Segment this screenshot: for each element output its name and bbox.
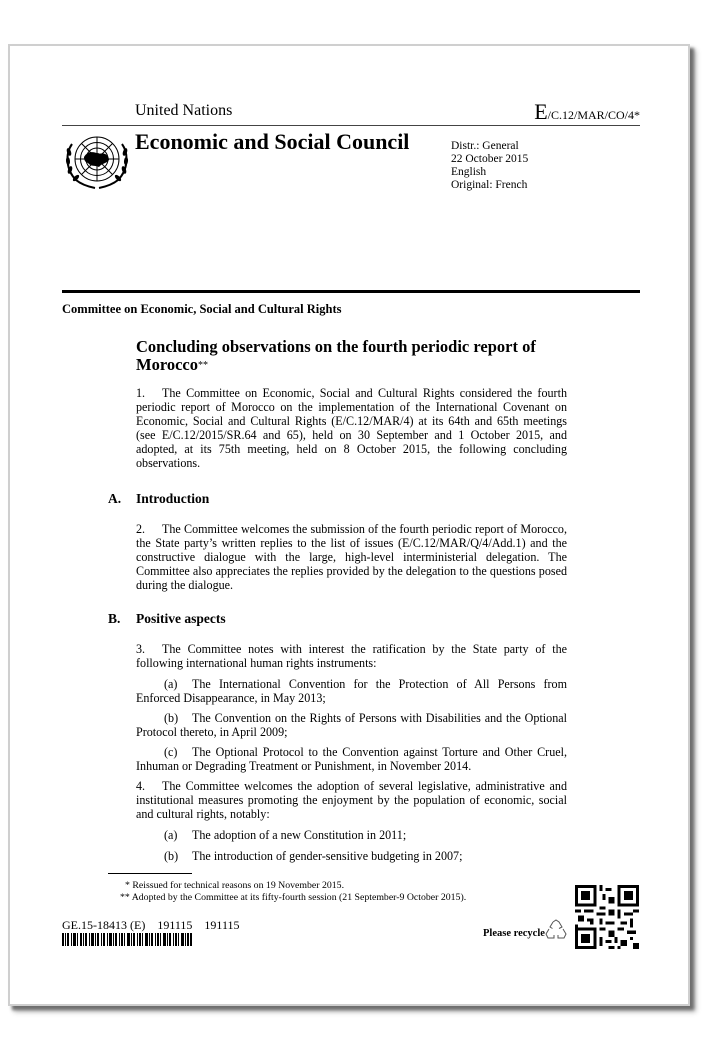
item-label: (b) (164, 711, 179, 725)
paragraph-number: 2. (136, 522, 146, 536)
language-line: English (451, 166, 487, 178)
item-label: (a) (164, 828, 178, 842)
footnote-separator (108, 873, 192, 874)
qr-code-icon (575, 885, 639, 949)
item-text: The introduction of gender-sensitive budgeting in 2007; (192, 849, 463, 863)
section-title: Positive aspects (136, 611, 226, 626)
organization-name: United Nations (135, 102, 233, 119)
job-number: GE.15-18413 (E) 191115 191115 (62, 918, 240, 932)
section-title: Introduction (136, 491, 210, 506)
paragraph-number: 4. (136, 779, 146, 793)
section-letter: A. (108, 491, 122, 506)
paragraph-text: The Committee on Economic, Social and Cultural Rights considered the fourth periodic report of Morocco on the implementation of the International Covenant on Economic, Social and Cultural Rights (E/C.12/MAR/4) at its 64th and 65th meetings (see E/C.12/2015/SR.64 and 65), held on 30 September and 1 October 2015, and adopted, at its 75th meeting, held on 8 October 2015, the following concluding observations. (136, 386, 567, 470)
original-language-line: Original: French (451, 179, 528, 191)
section-letter: B. (108, 611, 121, 626)
item-text: The Optional Protocol to the Convention against Torture and Other Cruel, Inhuman or Degrading Treatment or Punishment, in November 2014. (136, 745, 567, 773)
item-label: (c) (164, 745, 178, 759)
symbol-rest: /C.12/MAR/CO/4* (547, 108, 640, 122)
footnote-1: * Reissued for technical reasons on 19 November 2015. (125, 880, 345, 891)
paragraph-text: The Committee welcomes the submission of the fourth periodic report of Morocco, the State party’s written replies to the list of issues (E/C.12/MAR/Q/4/Add.1) and the constructive dialogue with the large, high-level interministerial delegation. The Committee also appreciates the replies provided by the delegation to the questions posed during the dialogue. (136, 522, 567, 592)
title-line-1: Concluding observations on the fourth periodic report of (136, 337, 536, 356)
item-label: (b) (164, 849, 179, 863)
document-symbol (534, 99, 640, 125)
paragraph-4b (136, 849, 567, 863)
paragraph-1 (136, 386, 567, 470)
item-text: The International Convention for the Protection of All Persons from Enforced Disappearance, in May 2013; (136, 677, 567, 705)
header-rule (62, 125, 640, 126)
footnote-2: ** Adopted by the Committee at its fifty-fourth session (21 September-9 October 2015). (120, 892, 467, 903)
distribution-info (451, 140, 528, 192)
distr-line: Distr.: General (451, 140, 519, 152)
un-emblem-icon (62, 130, 132, 192)
paragraph-3c (136, 745, 567, 773)
paragraph-number: 3. (136, 642, 146, 656)
symbol-prefix: E (534, 99, 548, 124)
paragraph-text: The Committee notes with interest the ratification by the State party of the following international human rights instruments: (136, 642, 567, 670)
section-rule (62, 290, 640, 293)
item-text: The adoption of a new Constitution in 2011; (192, 828, 407, 842)
document-title (136, 338, 576, 375)
paragraph-3 (136, 642, 567, 670)
recycle-label: Please recycle (483, 928, 545, 939)
date-line: 22 October 2015 (451, 153, 529, 165)
title-line-2: Morocco (136, 355, 198, 374)
council-name: Economic and Social Council (135, 129, 410, 154)
paragraph-number: 1. (136, 386, 146, 400)
item-label: (a) (164, 677, 178, 691)
paragraph-text: The Committee welcomes the adoption of several legislative, administrative and institutional measures promoting the enjoyment by the population of economic, social and cultural rights, notably: (136, 779, 567, 821)
paragraph-2 (136, 522, 567, 592)
paragraph-3a (136, 677, 567, 705)
paragraph-4a (136, 828, 567, 842)
recycle-icon (544, 919, 568, 941)
paragraph-3b (136, 711, 567, 739)
title-footnote-marker: ** (198, 360, 208, 371)
barcode-icon (62, 933, 192, 946)
committee-name: Committee on Economic, Social and Cultural Rights (62, 302, 342, 316)
item-text: The Convention on the Rights of Persons with Disabilities and the Optional Protocol thereto, in April 2009; (136, 711, 567, 739)
paragraph-4 (136, 779, 567, 821)
